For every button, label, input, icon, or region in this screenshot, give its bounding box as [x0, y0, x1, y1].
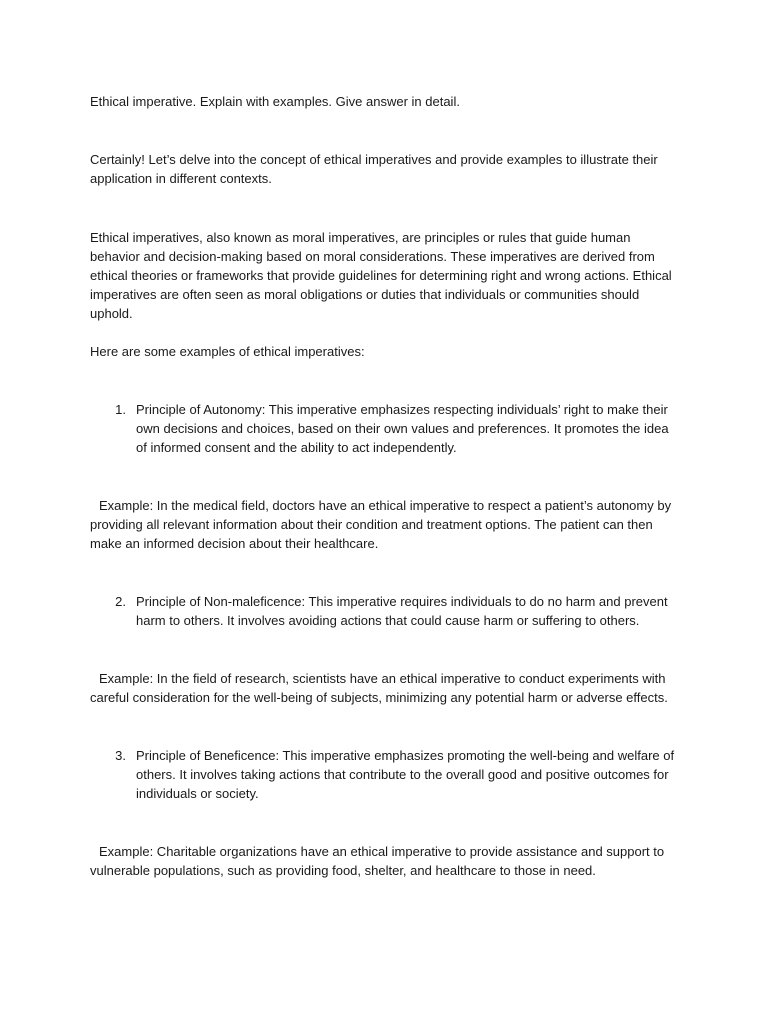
example-paragraph-non-maleficence: Example: In the field of research, scientists have an ethical imperative to conduct experiments with careful consideration for the well-being of subjects, minimizing any potential harm or adverse effects.: [90, 671, 668, 705]
list-item-autonomy: [90, 400, 680, 457]
examples-intro-text: Here are some examples of ethical imperatives:: [90, 344, 365, 359]
list-item-beneficence: [90, 746, 680, 803]
definition-paragraph: Ethical imperatives, also known as moral imperatives, are principles or rules that guide human behavior and decision-making based on moral considerations. These imperatives are derived from ethical theories or frameworks that provide guidelines for determining right and wrong actions. Ethical imperatives are often seen as moral obligations or duties that individuals or communities should uphold.: [90, 230, 672, 321]
principle-text: Principle of Beneficence: This imperative emphasizes promoting the well-being and welfare of others. It involves taking actions that contribute to the overall good and positive outcomes for individuals or society.: [136, 748, 675, 801]
question-text: Ethical imperative. Explain with examples. Give answer in detail.: [90, 94, 460, 109]
principle-text: Principle of Non-maleficence: This imperative requires individuals to do no harm and prevent harm to others. It involves avoiding actions that could cause harm or suffering to others.: [136, 594, 668, 628]
list-number: 1.: [115, 402, 126, 417]
example-paragraph-beneficence: Example: Charitable organizations have an ethical imperative to provide assistance and support to vulnerable populations, such as providing food, shelter, and healthcare to those in need.: [90, 844, 665, 878]
intro-paragraph: Certainly! Let’s delve into the concept of ethical imperatives and provide examples to illustrate their application in different contexts.: [90, 152, 658, 186]
example-paragraph-autonomy: Example: In the medical field, doctors have an ethical imperative to respect a patient’s autonomy by providing all relevant information about their condition and treatment options. The patient can then make an informed decision about their healthcare.: [90, 498, 672, 551]
list-number: 2.: [115, 594, 126, 609]
principle-text: Principle of Autonomy: This imperative emphasizes respecting individuals’ right to make their own decisions and choices, based on their own values and preferences. It promotes the idea of informed consent and the ability to act independently.: [136, 402, 669, 455]
list-item-non-maleficence: [90, 592, 680, 630]
list-number: 3.: [115, 748, 126, 763]
